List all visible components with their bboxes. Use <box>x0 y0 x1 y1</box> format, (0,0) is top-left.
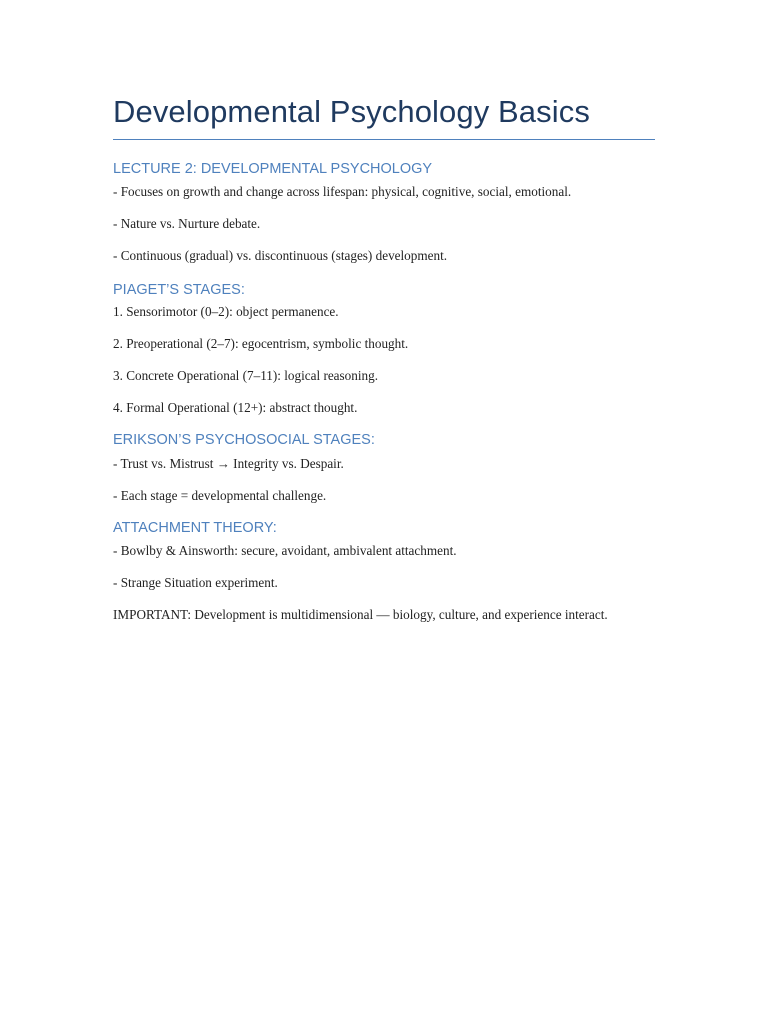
section-heading-erikson: ERIKSON’S PSYCHOSOCIAL STAGES: <box>113 432 375 448</box>
section-heading-lecture: LECTURE 2: DEVELOPMENTAL PSYCHOLOGY <box>113 161 433 177</box>
section-line: - Focuses on growth and change across lifespan: physical, cognitive, social, emotional. <box>113 184 572 199</box>
section-line: - Strange Situation experiment. <box>113 575 278 590</box>
section-line: 1. Sensorimotor (0–2): object permanence. <box>113 304 339 319</box>
section-heading-attachment: ATTACHMENT THEORY: <box>113 520 277 536</box>
section-line: - Nature vs. Nurture debate. <box>113 216 261 231</box>
section-line: - Each stage = developmental challenge. <box>113 488 327 503</box>
section-line: - Bowlby & Ainsworth: secure, avoidant, ambivalent attachment. <box>113 543 457 558</box>
section-line: - Trust vs. Mistrust → Integrity vs. Despair. <box>113 456 344 471</box>
section-line: - Continuous (gradual) vs. discontinuous (stages) development. <box>113 248 448 263</box>
important-note: IMPORTANT: Development is multidimensional — biology, culture, and experience interact. <box>113 607 608 622</box>
section-heading-piaget: PIAGET’S STAGES: <box>113 282 245 298</box>
section-line: 2. Preoperational (2–7): egocentrism, symbolic thought. <box>113 336 409 351</box>
title-underline <box>113 139 655 140</box>
document-title: Developmental Psychology Basics <box>113 94 590 129</box>
section-line: 3. Concrete Operational (7–11): logical reasoning. <box>113 368 379 383</box>
section-line: 4. Formal Operational (12+): abstract thought. <box>113 400 358 415</box>
